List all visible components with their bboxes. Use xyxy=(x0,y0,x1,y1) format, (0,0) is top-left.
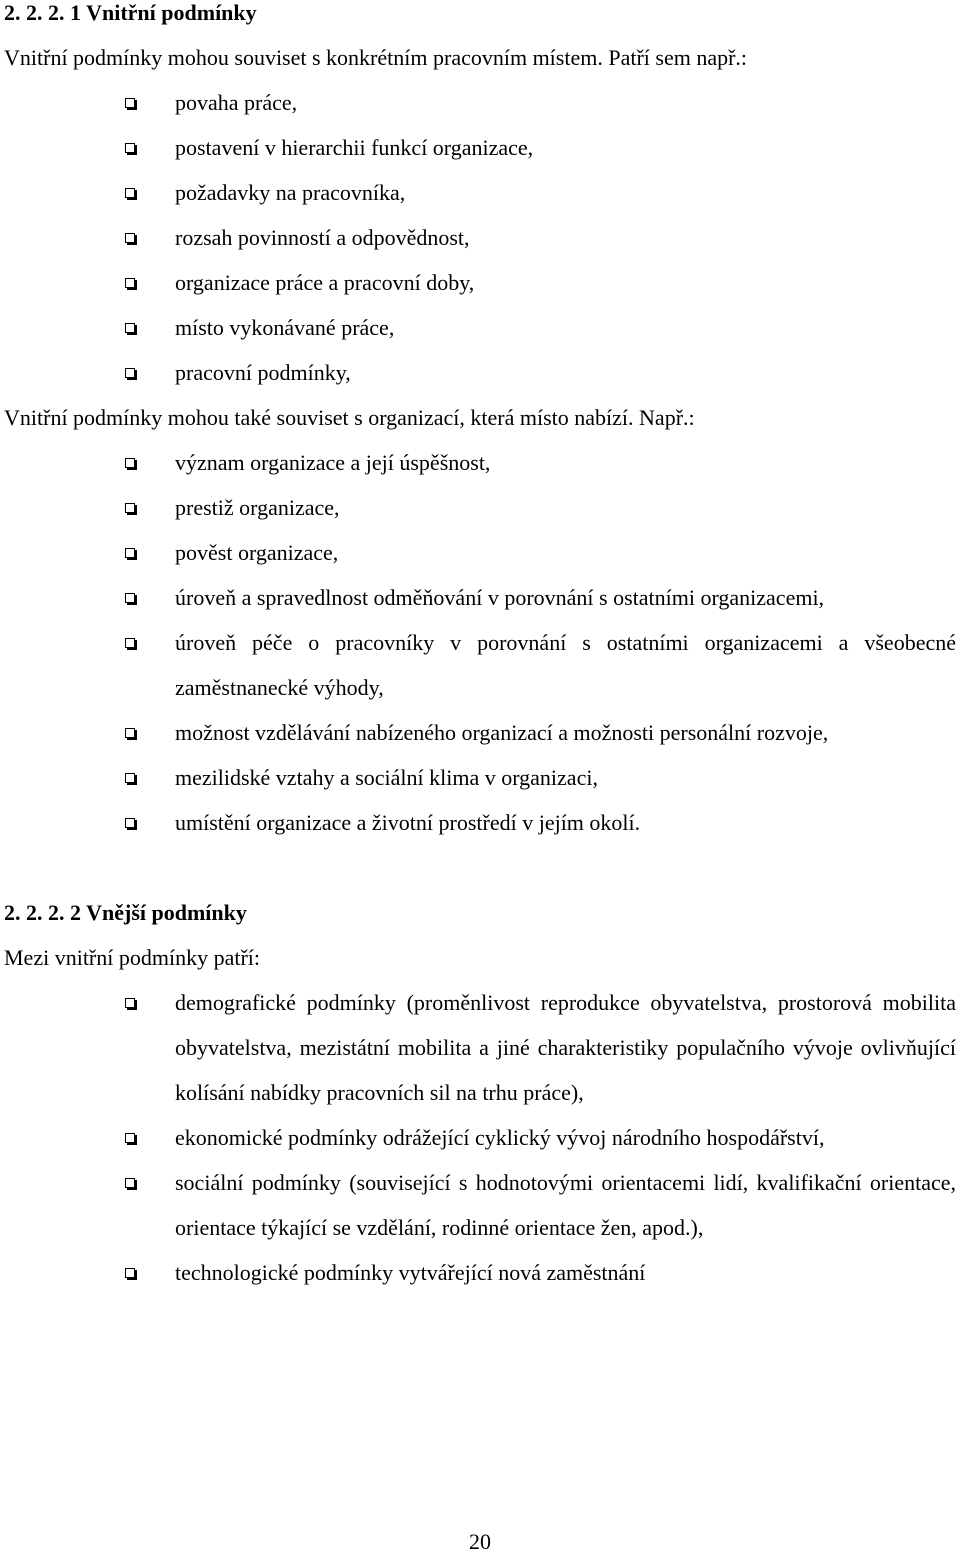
internal-conditions-list xyxy=(4,80,956,395)
list-item: sociální podmínky (související s hodnotovými orientacemi lidí, kvalifikační orientace, orientace týkající se vzdělání, rodinné orientace žen, apod.), xyxy=(4,1160,956,1250)
checkbox-bullet-icon xyxy=(125,773,135,783)
checkbox-bullet-icon xyxy=(125,458,135,468)
checkbox-bullet-icon xyxy=(125,278,135,288)
list-item: úroveň a spravedlnost odměňování v porovnání s ostatními organizacemi, xyxy=(4,575,956,620)
checkbox-bullet-icon xyxy=(125,818,135,828)
list-item: organizace práce a pracovní doby, xyxy=(4,260,956,305)
list-item: úroveň péče o pracovníky v porovnání s ostatními organizacemi a všeobecné zaměstnanecké výhody, xyxy=(4,620,956,710)
list-item: umístění organizace a životní prostředí v jejím okolí. xyxy=(4,800,956,845)
checkbox-bullet-icon xyxy=(125,1178,135,1188)
list-item: možnost vzdělávání nabízeného organizací a možnosti personální rozvoje, xyxy=(4,710,956,755)
checkbox-bullet-icon xyxy=(125,998,135,1008)
section-intro-organization: Vnitřní podmínky mohou také souviset s organizací, která místo nabízí. Např.: xyxy=(4,405,695,430)
checkbox-bullet-icon xyxy=(125,593,135,603)
list-item: povaha práce, xyxy=(4,80,956,125)
section-heading-internal: 2. 2. 2. 1 Vnitřní podmínky xyxy=(4,0,257,25)
checkbox-bullet-icon xyxy=(125,1133,135,1143)
checkbox-bullet-icon xyxy=(125,188,135,198)
list-item: rozsah povinností a odpovědnost, xyxy=(4,215,956,260)
list-item: demografické podmínky (proměnlivost reprodukce obyvatelstva, prostorová mobilita obyvatelstva, mezistátní mobilita a jiné charakteristiky populačního vývoje ovlivňující kolísání nabídky pracovních sil na trhu práce), xyxy=(4,980,956,1115)
external-conditions-list xyxy=(4,980,956,1295)
checkbox-bullet-icon xyxy=(125,548,135,558)
list-item: význam organizace a její úspěšnost, xyxy=(4,440,956,485)
checkbox-bullet-icon xyxy=(125,728,135,738)
organization-conditions-list xyxy=(4,440,956,845)
section-spacer xyxy=(4,845,956,890)
checkbox-bullet-icon xyxy=(125,503,135,513)
checkbox-bullet-icon xyxy=(125,1268,135,1278)
checkbox-bullet-icon xyxy=(125,143,135,153)
section-intro-external: Mezi vnitřní podmínky patří: xyxy=(4,945,261,970)
list-item: pověst organizace, xyxy=(4,530,956,575)
checkbox-bullet-icon xyxy=(125,368,135,378)
list-item: pracovní podmínky, xyxy=(4,350,956,395)
checkbox-bullet-icon xyxy=(125,98,135,108)
list-item: ekonomické podmínky odrážející cyklický vývoj národního hospodářství, xyxy=(4,1115,956,1160)
list-item: technologické podmínky vytvářející nová zaměstnání xyxy=(4,1250,956,1295)
checkbox-bullet-icon xyxy=(125,638,135,648)
list-item: postavení v hierarchii funkcí organizace, xyxy=(4,125,956,170)
checkbox-bullet-icon xyxy=(125,233,135,243)
document-page xyxy=(4,0,956,1295)
section-intro-internal: Vnitřní podmínky mohou souviset s konkrétním pracovním místem. Patří sem např.: xyxy=(4,45,748,70)
list-item: mezilidské vztahy a sociální klima v organizaci, xyxy=(4,755,956,800)
list-item: prestiž organizace, xyxy=(4,485,956,530)
list-item: požadavky na pracovníka, xyxy=(4,170,956,215)
page-number: 20 xyxy=(469,1529,491,1554)
checkbox-bullet-icon xyxy=(125,323,135,333)
section-heading-external: 2. 2. 2. 2 Vnější podmínky xyxy=(4,900,247,925)
list-item: místo vykonávané práce, xyxy=(4,305,956,350)
